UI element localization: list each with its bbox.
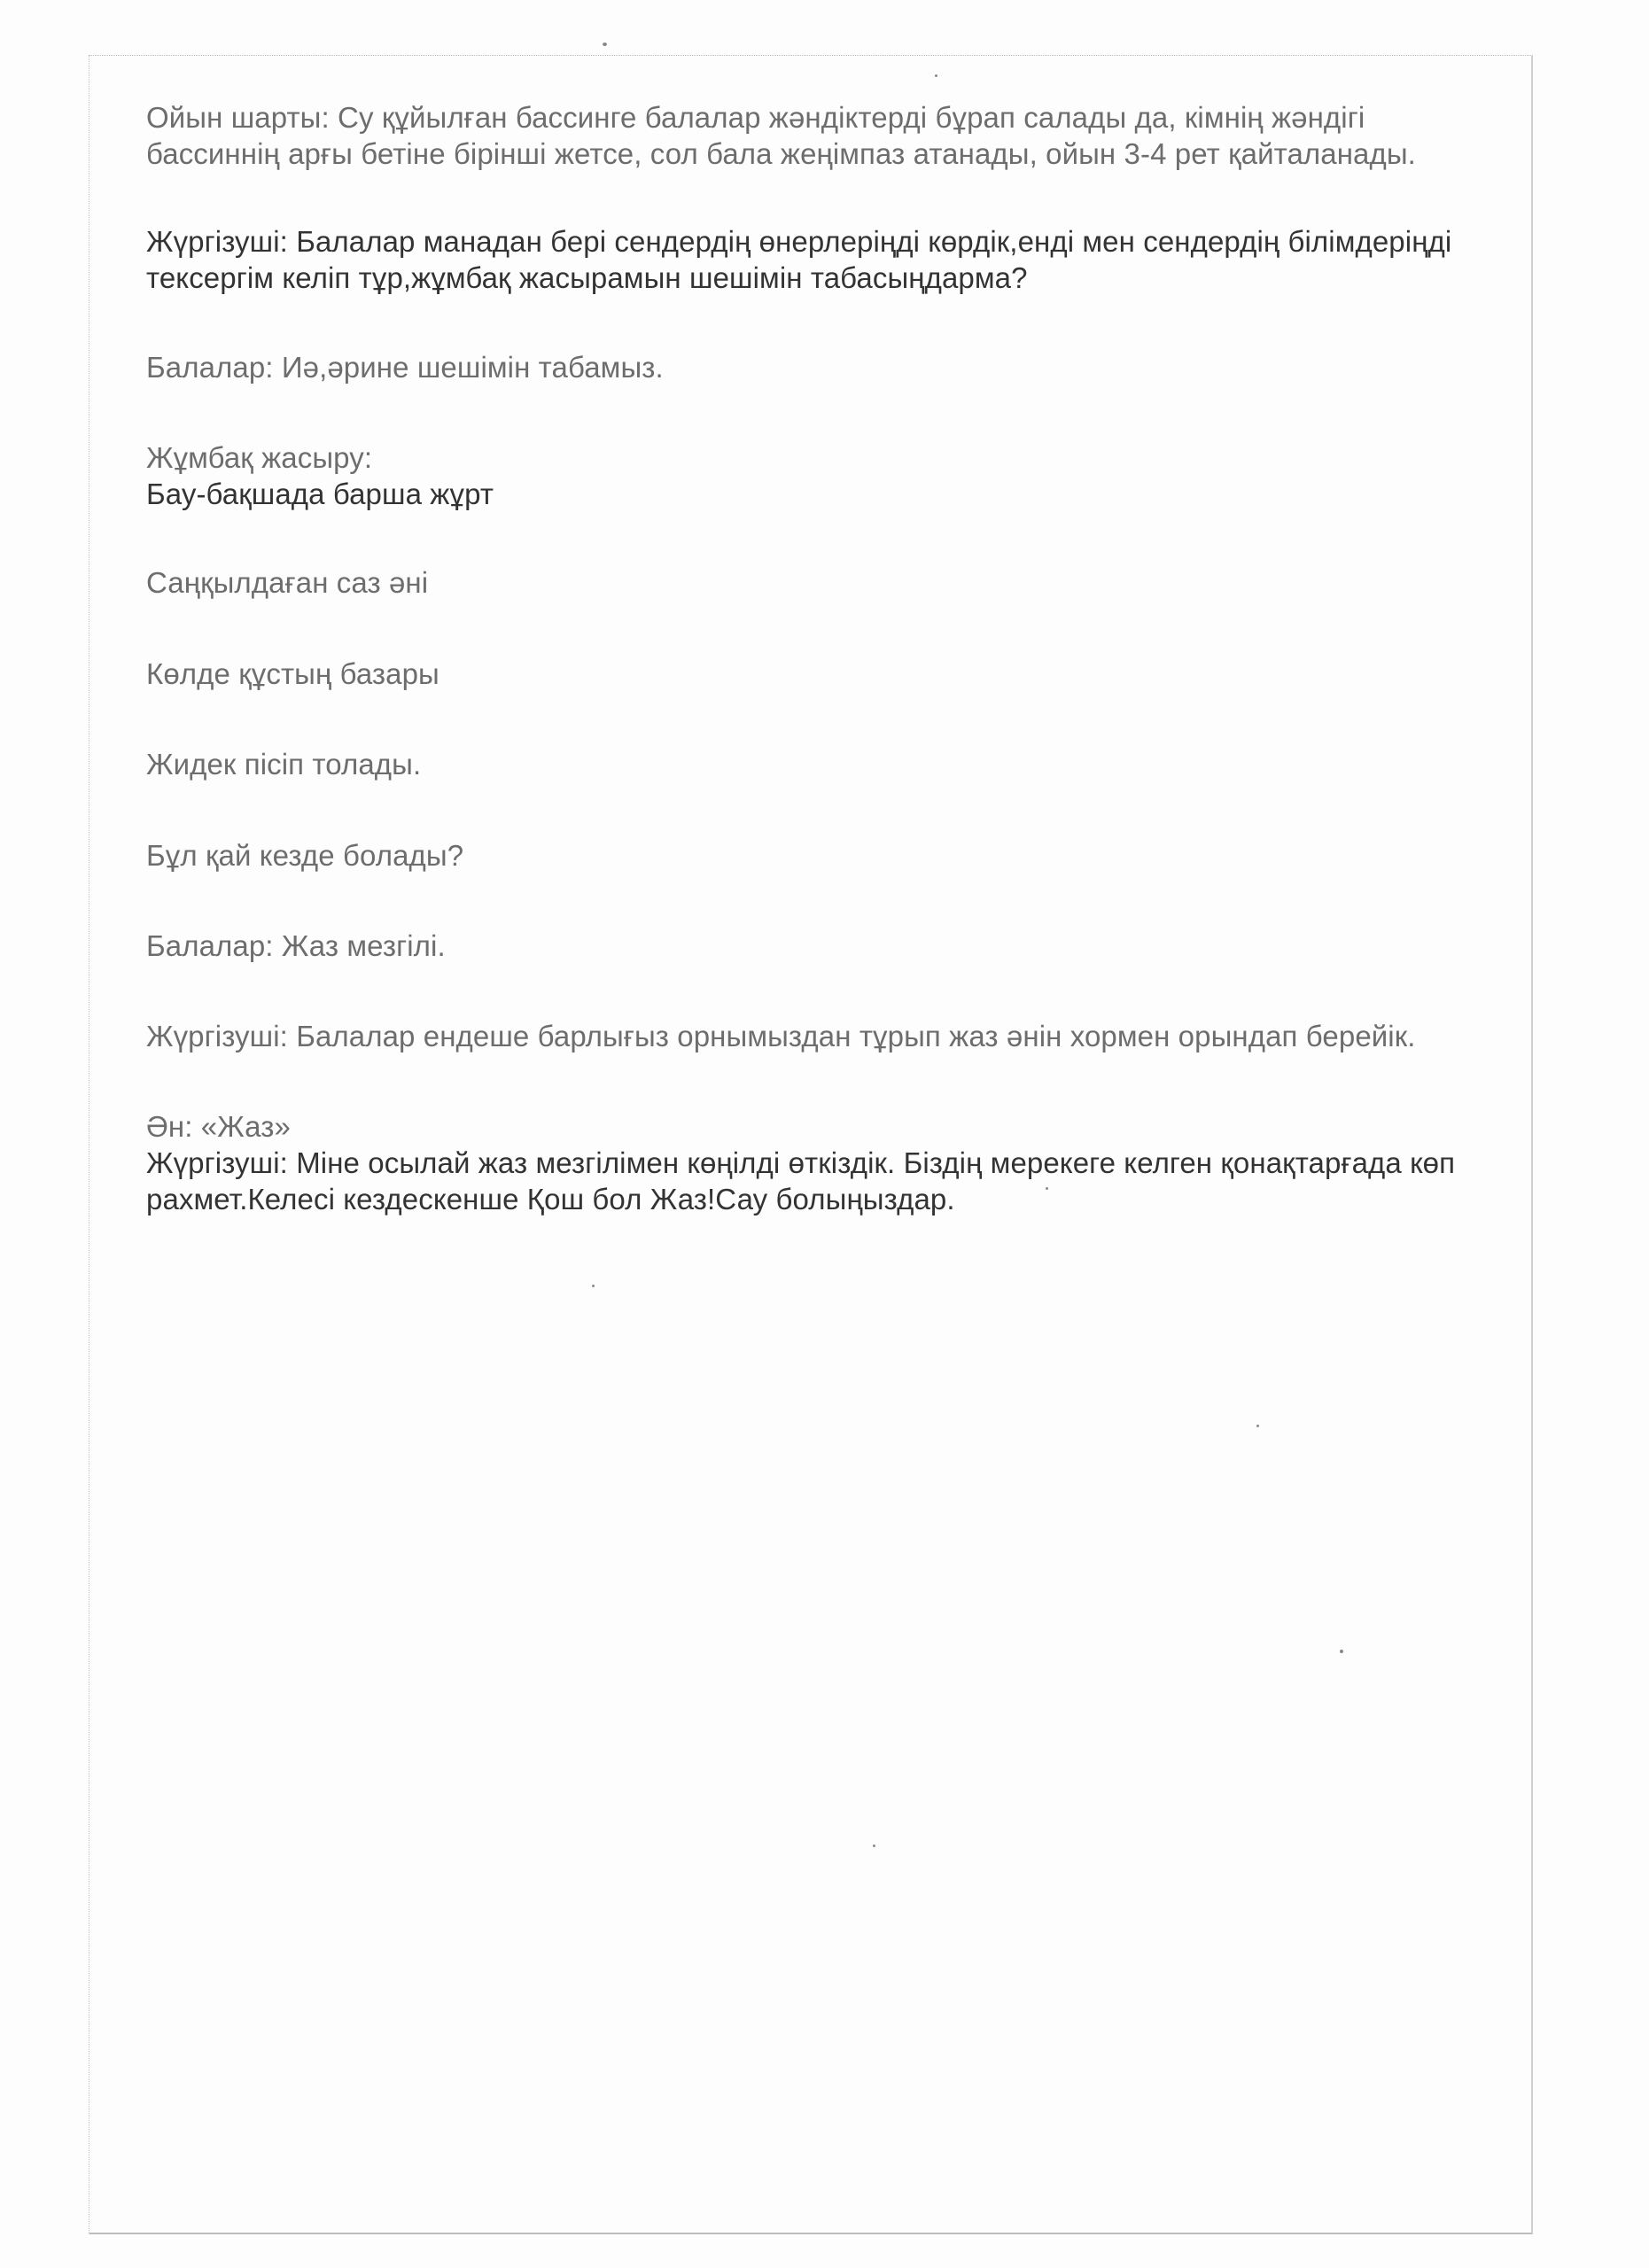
text-line: Көлде құстың базары [146,657,439,690]
text-line: Жүргізуші: Міне осылай жаз мезгілімен көңілді өткіздік. Біздің мерекеге келген қонақтарғада көп [146,1146,1456,1179]
scan-speck [1340,1650,1343,1653]
text-line: Ойын шарты: Су құйылған бассинге балалар жәндіктерді бұрап салады да, кімнің жәндігі [146,101,1365,134]
scan-speck [1256,1425,1259,1427]
text-line: Бау-бақшада барша жұрт [146,478,494,510]
text-line: Жидек пісіп толады. [146,748,422,781]
text-line: Жүргізуші: Балалар ендеше барлығыз орнымыздан тұрып жаз әнін хормен орындап берейік. [146,1020,1416,1052]
text-line: Жұмбақ жасыру: [146,441,373,474]
game-rules-paragraph [146,99,1564,172]
host-riddle-intro-paragraph [146,223,1564,296]
riddle-question-paragraph [146,837,1564,874]
text-line: Балалар: Жаз мезгілі. [146,929,446,962]
children-answer-paragraph [146,349,1564,385]
text-line: бассиннің арғы бетіне бірінші жетсе, сол бала жеңімпаз атанады, ойын 3-4 рет қайталанады. [146,137,1416,170]
text-line: Жүргізуші: Балалар манадан бері сендердің өнерлеріңді көрдік,енді мен сендердің білімдеріңді [146,225,1452,258]
children-answer-paragraph [146,928,1564,964]
text-line: Бұл қай кезде болады? [146,839,464,872]
host-song-invite-paragraph [146,1018,1564,1054]
text-line: Саңқылдаған саз әні [146,566,429,599]
scan-speck [873,1845,875,1847]
song-title-paragraph [146,1108,1564,1145]
text-line: тексергім келіп тұр,жұмбақ жасырамын шешімін табасыңдарма? [146,261,1028,294]
host-closing-paragraph [146,1145,1564,1217]
scan-speck [592,1285,595,1287]
text-line: Ән: «Жаз» [146,1110,291,1143]
scan-speck [603,43,607,46]
document-body [146,99,1564,1217]
riddle-line-paragraph [146,746,1564,782]
text-line: рахмет.Келесі кездескенше Қош бол Жаз!Сау болыңыздар. [146,1183,955,1216]
riddle-line-paragraph [146,564,1564,601]
riddle-line-paragraph [146,656,1564,692]
text-line: Балалар: Иә,әрине шешімін табамыз. [146,351,664,384]
scan-speck [935,74,937,77]
riddle-heading-paragraph [146,439,1564,512]
